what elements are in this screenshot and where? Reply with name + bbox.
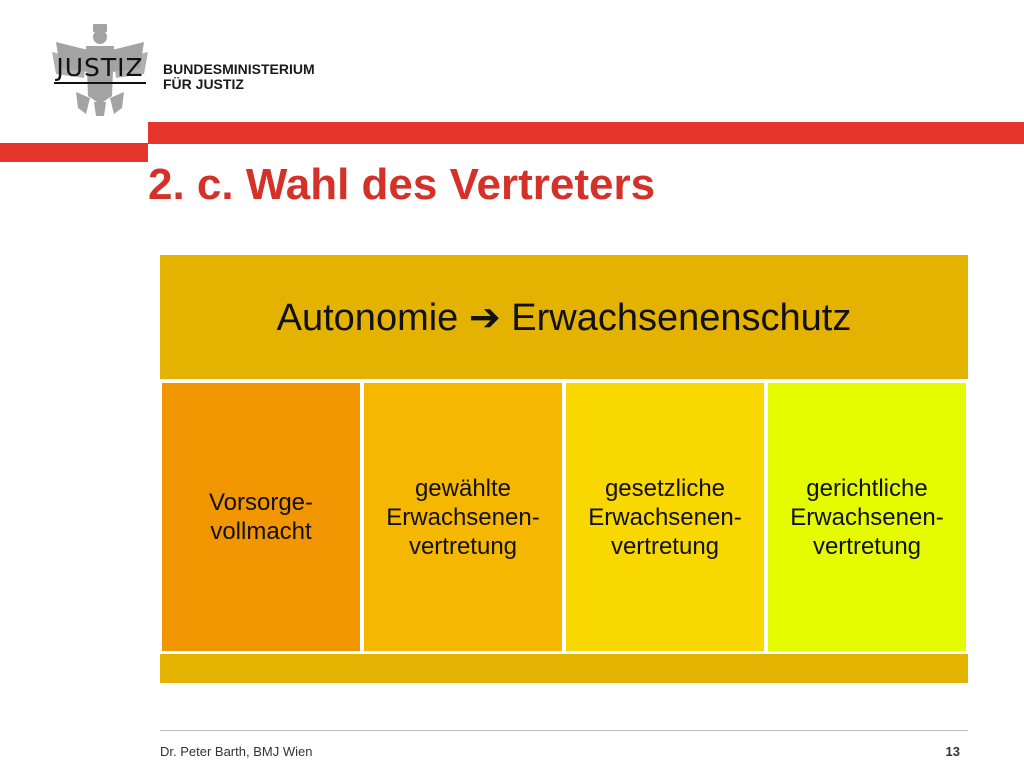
box-line: vollmacht: [210, 518, 312, 545]
box-gesetzliche-erwachsenenvertretung: [566, 383, 764, 651]
box-gerichtliche-erwachsenenvertretung: [768, 383, 966, 651]
header-accent-bar: [148, 122, 1024, 144]
diagram-header-box: [160, 255, 968, 381]
ministry-name: [163, 62, 315, 92]
diagram-header-label: Autonomie ➔ Erwachsenenschutz: [276, 296, 852, 339]
justiz-logo: [48, 24, 152, 116]
box-line: Vorsorge-: [208, 489, 314, 516]
box-line: Erwachsenen-: [588, 503, 742, 531]
logo-wordmark: JUSTIZ: [54, 54, 146, 84]
box-line: gerichtliche: [806, 474, 928, 502]
ministry-line-2: FÜR JUSTIZ: [163, 76, 244, 92]
footer-divider: [160, 730, 968, 731]
box-line: Erwachsenen-: [386, 503, 540, 531]
box-vorsorgevollmacht: [162, 383, 360, 651]
page-number: 13: [945, 744, 960, 759]
slide-title: 2. c. Wahl des Vertreters: [148, 160, 656, 209]
diagram-base-bar: [160, 652, 968, 683]
box-gewaehlte-erwachsenenvertretung: [364, 383, 562, 651]
title-accent-bar: [0, 143, 148, 162]
footer-author: Dr. Peter Barth, BMJ Wien: [160, 744, 313, 759]
box-line: vertretung: [408, 532, 518, 560]
box-line: Erwachsenen-: [790, 503, 944, 531]
box-line: gesetzliche: [604, 474, 726, 502]
representation-diagram: [160, 255, 968, 683]
box-line: vertretung: [610, 532, 720, 560]
box-line: gewählte: [414, 474, 512, 502]
box-line: vertretung: [812, 532, 922, 560]
ministry-line-1: BUNDESMINISTERIUM: [163, 61, 315, 77]
